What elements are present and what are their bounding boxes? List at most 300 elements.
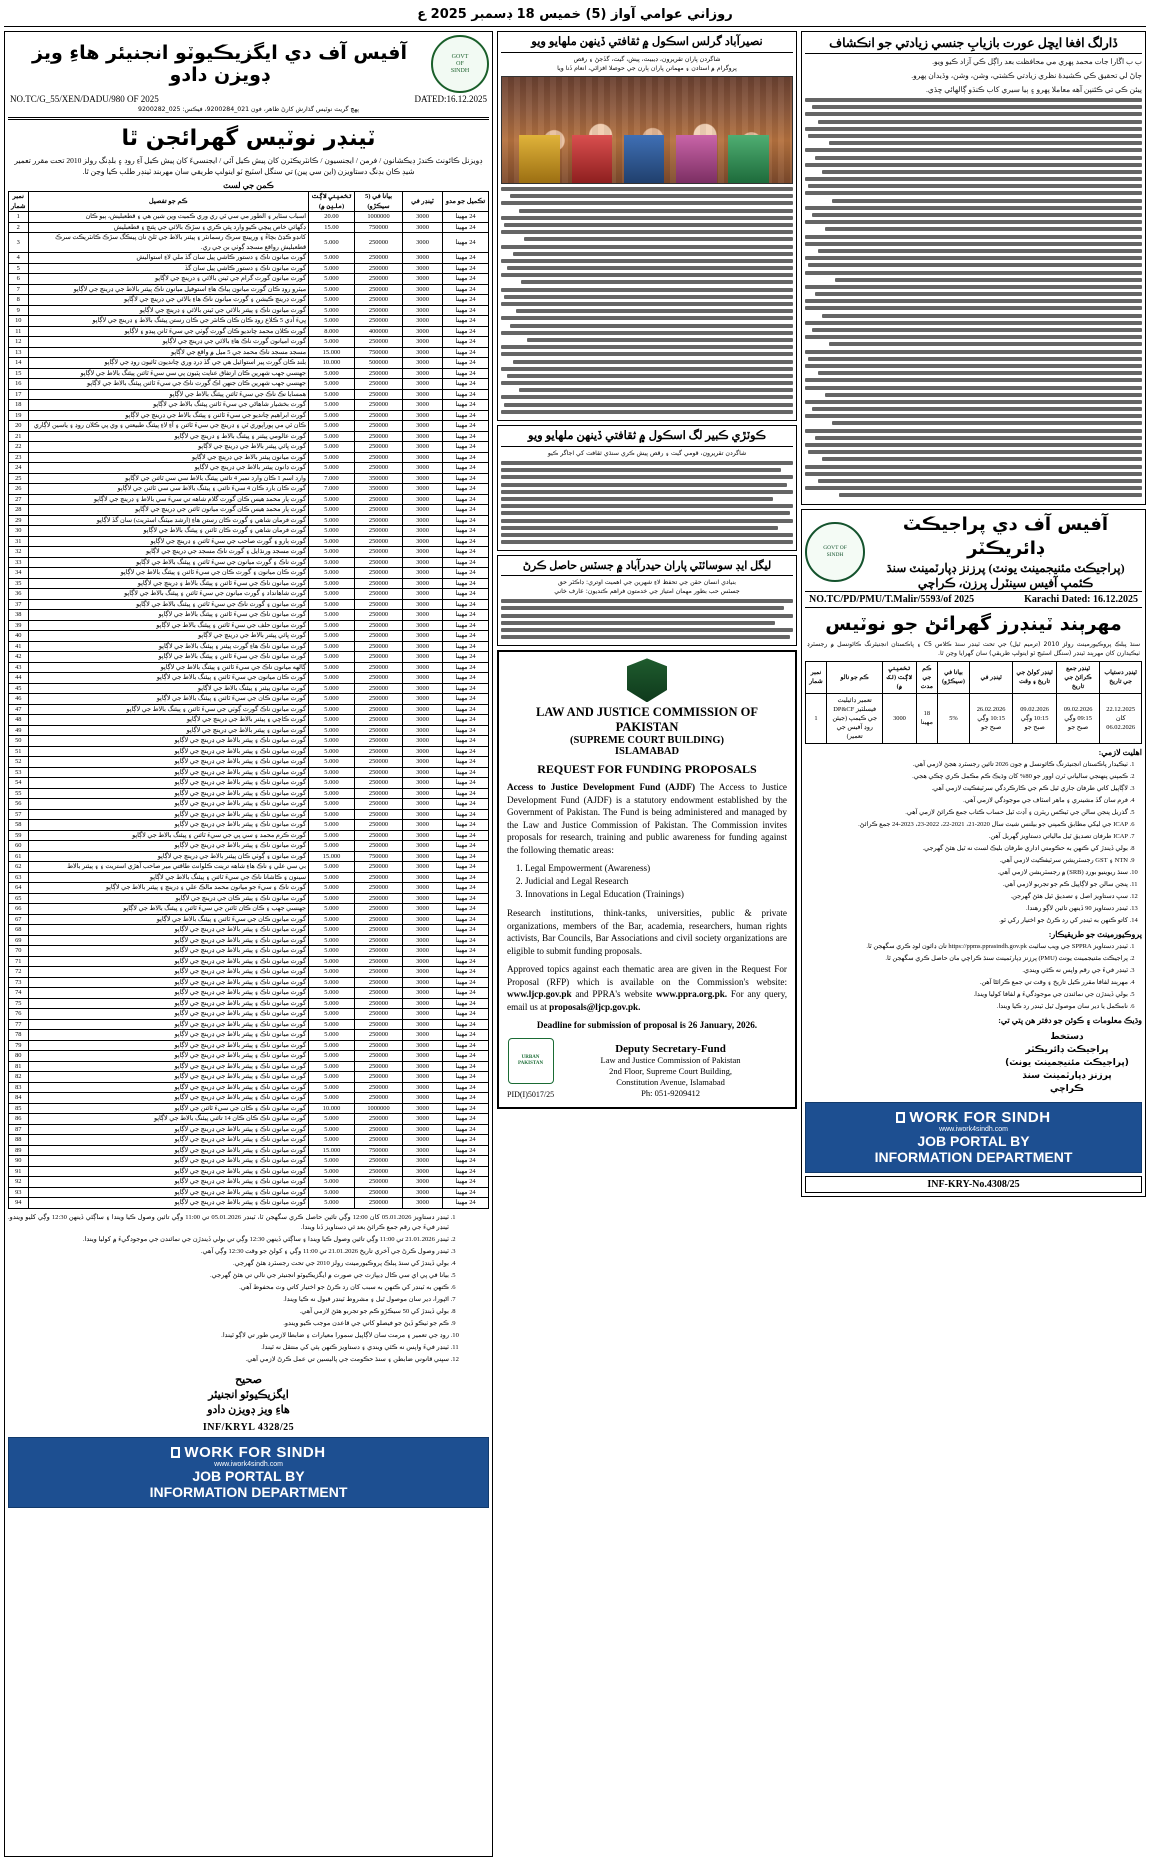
cell-cost: 5.000 xyxy=(309,662,355,673)
table-row xyxy=(9,1072,489,1083)
kotri-subline: شاگردن تقريرون، قومي گيت ۽ رقص پيش ڪري سنڌي ثقافت کي اجاگر ڪيو xyxy=(547,450,747,457)
cell-earnest: 250000 xyxy=(355,379,403,390)
tender-term-10: 10. روڊ جي تعمير ۽ مرمت سان لاڳاپيل سمورا معيارات ۽ ضابطا لازمي طور تي لاڳو ٿيندا. xyxy=(8,1331,449,1341)
cell-tender-fee: 3000 xyxy=(403,599,443,610)
cell-duration: 24 مهينا xyxy=(443,1114,489,1125)
cell-work: گورٽ ميانون ناڪ ۽ پيئنر بالاط جي ڊرينچ جي لاڳاپو xyxy=(28,925,308,936)
tender-contact: پهچ گريٽ نوٽيس گذارش كارڻ طاھر، فون 021_9200284، فيڪس: 025_9200282 xyxy=(138,106,359,113)
cell-sno: 37 xyxy=(9,599,29,610)
school-article-body xyxy=(501,187,793,414)
cell-cost: 5.000 xyxy=(309,977,355,988)
table-row xyxy=(9,967,489,978)
ad-school-cultural-day xyxy=(497,31,797,421)
cell-duration: 24 مهينا xyxy=(443,893,489,904)
cell-cost: 5.000 xyxy=(309,925,355,936)
cell-tender-fee: 3000 xyxy=(403,263,443,274)
pmu-intro: سنڌ پبلڪ پروڪيورمينٽ رولز 2010 (ترميم ٿيل) جي تحت ٽينڊر سنڌ ڪلاس C5 ۽ پاڪستان انجنيئرنگ ڪائونسل ۾ رجسٽرڊ ٺيڪيدارن کان مهرٻند ٽينڊر (سنگل اسٽيج ٽو اينولپ طريقي) سان گهرايا وڃن ٿا. xyxy=(807,640,1141,657)
cell-cost: 5.000 xyxy=(309,431,355,442)
cell-tender-fee: 3000 xyxy=(403,421,443,432)
work-for-sindh-banner-2[interactable] xyxy=(805,1102,1142,1173)
cell-duration: 24 مهينا xyxy=(443,1072,489,1083)
cell-tender-fee: 3000 xyxy=(403,935,443,946)
cell-sno: 40 xyxy=(9,631,29,642)
cell-tender-fee: 3000 xyxy=(403,988,443,999)
cell-work: گورٽ ميانون ناڪ ۽ پيئنر بالاط جي ڊرينچ جي لاڳاپو xyxy=(28,1198,308,1209)
ljcp-website-2[interactable]: www.ppra.org.pk. xyxy=(656,989,728,1000)
table-row xyxy=(9,536,489,547)
cell-tender-fee: 3000 xyxy=(403,526,443,537)
table-row xyxy=(9,473,489,484)
table-row xyxy=(9,578,489,589)
table-row xyxy=(9,547,489,558)
tender-term-4: 4. بولي ڏيندڙ کي سنڌ پبلڪ پروڪيورمينٽ رولز 2010 جي تحت رجسٽرڊ هئڻ گهرجي. xyxy=(8,1259,449,1269)
cell-cost: 5.000 xyxy=(309,935,355,946)
cell-sno: 58 xyxy=(9,820,29,831)
cell-earnest: 250000 xyxy=(355,988,403,999)
ljcp-signer: Deputy Secretary-Fund xyxy=(615,1042,726,1055)
cell-duration: 24 مهينا xyxy=(443,421,489,432)
cell-tender-fee: 3000 xyxy=(403,347,443,358)
sindh-govt-seal: GOVT OF SINDH xyxy=(805,522,865,582)
cell-earnest: 250000 xyxy=(355,452,403,463)
cell-work: گورٽ ميانون ناڪ ۽ پيئنر بالاط جي ڊرينچ جي لاڳاپو xyxy=(28,998,308,1009)
cell-sno: 66 xyxy=(9,904,29,915)
cell-cost: 10.000 xyxy=(309,358,355,369)
table-row xyxy=(9,599,489,610)
cell-tender-fee: 3000 xyxy=(403,1072,443,1083)
table-row xyxy=(9,1166,489,1177)
cell-sno: 19 xyxy=(9,410,29,421)
th-sno: نمبر شمار xyxy=(9,192,29,212)
table-row xyxy=(9,757,489,768)
cell-sno: 15 xyxy=(9,368,29,379)
cell-earnest: 250000 xyxy=(355,568,403,579)
table-row xyxy=(9,421,489,432)
cell-tender-fee: 3000 xyxy=(403,820,443,831)
cell-work: گورٽ ڪان ميانون جي سيءَ ٿائنن ۽ پيئنگ بالاط جي لاڳاپو xyxy=(28,673,308,684)
cell-work: گورٽ ڪرم محمد ۽ سي پي جي سيءَ ٿائنن ۽ پيئنگ بالاط جي لاڳاپو xyxy=(28,830,308,841)
cell-duration: 24 مهينا xyxy=(443,1135,489,1146)
cell-work: گورٽ ميانون ناڪ ۽ پيئنر بالاط جي ڊرينچ جي لاڳاپو xyxy=(28,1166,308,1177)
cell-duration: 24 مهينا xyxy=(443,652,489,663)
table-row xyxy=(9,893,489,904)
cell-earnest: 250000 xyxy=(355,1135,403,1146)
cell-earnest: 250000 xyxy=(355,1093,403,1104)
cell-work: گورٽ ڪان ميانون ۽ گورٽ ڪان جي سيءَ ٿائنن ۽ پيئنگ بالاط جي لاڳاپو xyxy=(28,568,308,579)
cell-duration: 24 مهينا xyxy=(443,1040,489,1051)
ljcp-email[interactable]: proposals@ljcp.gov.pk. xyxy=(549,1001,641,1012)
cell-work: گورٽ ميانون ناڪ ۽ پيئنر بالاط جي ڊرينچ جي لاڳاپو xyxy=(28,1061,308,1072)
cell-sno: 20 xyxy=(9,421,29,432)
legal-aid-headline: ليگل ايڊ سوسائٽي پاران حيدرآباد ۾ جسٽس حاصل ڪرڻ xyxy=(522,560,772,573)
article-para-1: ب ب اڱارا جات محمد پهري مي محافظت بعد راڳل ڪي آزاد ڪيو ويو. xyxy=(932,57,1142,66)
table-row xyxy=(9,820,489,831)
cell-sno: 13 xyxy=(9,347,29,358)
cell-work: گورٽ ميانون ناڪ ۽ پيئنر بالاط جي ڊرينچ جي لاڳاپو xyxy=(28,1187,308,1198)
cell-earnest: 400000 xyxy=(355,326,403,337)
cell-work: گورٽ ميانون ناڪ ۽ پيئنر بالاط جي ڊرينچ جي لاڳاپو xyxy=(28,935,308,946)
cell-cost: 5.000 xyxy=(309,1072,355,1083)
cell-cost: 15.000 xyxy=(309,851,355,862)
ljcp-signer-sub-1: Law and Justice Commission of Pakistan xyxy=(600,1054,741,1065)
cell-sno: 7 xyxy=(9,284,29,295)
ljcp-request-title: REQUEST FOR FUNDING PROPOSALS xyxy=(537,762,757,777)
cell-earnest: 250000 xyxy=(355,799,403,810)
table-row xyxy=(9,746,489,757)
cell-earnest: 250000 xyxy=(355,233,403,253)
cell-cost: 5.000 xyxy=(309,893,355,904)
tender-sign-2: ايگزيڪيوٽو انجنيئر xyxy=(208,1388,289,1401)
cell-earnest: 250000 xyxy=(355,620,403,631)
table-row xyxy=(9,799,489,810)
cell-sno: 67 xyxy=(9,914,29,925)
cell-cost: 5.000 xyxy=(309,1177,355,1188)
school-headline: نصيرآباد گرلس اسڪول ۾ ثقافتي ڏينهن ملهايو ويو xyxy=(531,36,763,48)
cell-tender-fee: 3000 xyxy=(403,883,443,894)
cell-cost: 5.000 xyxy=(309,284,355,295)
cell-tender-fee: 3000 xyxy=(403,725,443,736)
pmu-proc-6: 6. نامڪمل يا دير سان موصول ٿيل ٽينڊر رد ڪيا ويندا. xyxy=(805,1002,1128,1012)
cell-duration: 24 مهينا xyxy=(443,442,489,453)
tender-term-6: 6. ڪنهن به ٽينڊر کي ڪنهن به سبب کان رد ڪرڻ جو اختيار کاتي وٽ محفوظ آهي. xyxy=(8,1283,449,1293)
cell-work: گورٽ ميانون پيئنر بالاط جي ڊرينچ جي لاڳاپو xyxy=(28,452,308,463)
wfs1-url[interactable]: www.iwork4sindh.com xyxy=(214,1460,283,1468)
cell-sno: 2 xyxy=(9,222,29,233)
cell-sno: 28 xyxy=(9,505,29,516)
cell-tender-fee: 3000 xyxy=(403,1040,443,1051)
table-row xyxy=(9,1051,489,1062)
cell-cost: 5.000 xyxy=(309,263,355,274)
cell-earnest: 250000 xyxy=(355,410,403,421)
pmu-th-1: ٽينڊر جمع ڪرائڻ جي تاريخ xyxy=(1056,661,1099,693)
pmu-th-5: ڪم جي مدت xyxy=(916,661,937,693)
cell-duration: 24 مهينا xyxy=(443,557,489,568)
pmu-cell-fee: 26.02.2026 10:15 وڳي صبح جو xyxy=(969,693,1012,743)
pmu-elig-14: 14. کاتو ڪنهن به ٽينڊر کي رد ڪرڻ جو اختيار رکي ٿو. xyxy=(805,916,1128,926)
cell-earnest: 250000 xyxy=(355,925,403,936)
wfs2-url[interactable]: www.iwork4sindh.com xyxy=(939,1125,1008,1133)
cell-work: سينون ۽ ڪاشانا ناڪ جي سيءَ ٿائنن ۽ پيئنگ بالاط جي لاڳاپو xyxy=(28,872,308,883)
cell-duration: 24 مهينا xyxy=(443,515,489,526)
cell-earnest: 250000 xyxy=(355,1082,403,1093)
cell-work: گورٽ فرمان شاهي ۽ گورٽ ڪان رستن ھاءِ (ارشد ميٽنگ اسٽريٽ) سان گڏ لاڳاپو xyxy=(28,515,308,526)
cell-cost: 5.000 xyxy=(309,536,355,547)
cell-cost: 5.000 xyxy=(309,673,355,684)
table-row xyxy=(9,830,489,841)
pmu-th-8: نمبر شمار xyxy=(806,661,827,693)
cell-sno: 21 xyxy=(9,431,29,442)
table-row xyxy=(9,1030,489,1041)
tender-term-9: 9. ڪم جو ٺيڪو ڏيڻ جو فيصلو کاتي جي قاعدن موجب ڪيو ويندو. xyxy=(8,1319,449,1329)
cell-tender-fee: 3000 xyxy=(403,494,443,505)
table-row xyxy=(9,809,489,820)
pakistan-emblem-icon xyxy=(627,658,667,702)
pmu-table-header-row xyxy=(806,661,1142,693)
photo-figure-5 xyxy=(728,135,769,183)
legal-aid-text-texture xyxy=(501,599,793,639)
column-middle xyxy=(497,31,797,1857)
cell-earnest: 250000 xyxy=(355,767,403,778)
cell-earnest: 250000 xyxy=(355,872,403,883)
pmu-eligibility-head: اهليت لازمي: xyxy=(1098,747,1142,757)
cell-earnest: 250000 xyxy=(355,778,403,789)
cell-tender-fee: 3000 xyxy=(403,547,443,558)
tender-note: ڊويزنل ڪائونٽ ڪندڙ ڊيڪشانون / فرمن / ايجنسيون / ڪانٽريڪٽرن کان پيش ڪيل آئي / ايجنسيءَ کان پيش ڪيل آءِ روڊ ۽ بلڊنگ رولز 2010 تحت مقرر تعمير شيڊ ڪان بڊنگ دستاويزن (اين سي پين) تي سنگل اسٽيج ٽو اينولپ طريقي سان مهربند ٽينڊر طلب ڪيا وڃن ٿا. xyxy=(14,156,483,176)
cell-duration: 24 مهينا xyxy=(443,379,489,390)
tender-header xyxy=(8,35,489,93)
cell-work: گورٽ ميانون ڪان جي سيءَ ٿائنن ۽ پيئنگ بالاط جي لاڳاپو xyxy=(28,694,308,705)
cell-tender-fee: 3000 xyxy=(403,1093,443,1104)
cell-cost: 5.000 xyxy=(309,253,355,264)
ljcp-website-1[interactable]: www.ljcp.gov.pk xyxy=(507,989,572,1000)
cell-duration: 24 مهينا xyxy=(443,799,489,810)
cell-duration: 24 مهينا xyxy=(443,410,489,421)
cell-sno: 11 xyxy=(9,326,29,337)
cell-cost: 5.000 xyxy=(309,547,355,558)
table-row xyxy=(9,998,489,1009)
cell-sno: 36 xyxy=(9,589,29,600)
cell-duration: 24 مهينا xyxy=(443,883,489,894)
cell-cost: 5.000 xyxy=(309,410,355,421)
table-row xyxy=(9,935,489,946)
cell-earnest: 250000 xyxy=(355,1072,403,1083)
cell-cost: 5.000 xyxy=(309,841,355,852)
photo-figure-4 xyxy=(676,135,717,183)
cell-earnest: 750000 xyxy=(355,851,403,862)
cell-tender-fee: 3000 xyxy=(403,442,443,453)
table-row xyxy=(9,358,489,369)
cell-tender-fee: 3000 xyxy=(403,463,443,474)
cell-earnest: 250000 xyxy=(355,1177,403,1188)
cell-cost: 5.000 xyxy=(309,1030,355,1041)
cell-cost: 5.000 xyxy=(309,652,355,663)
cell-cost: 5.000 xyxy=(309,578,355,589)
table-row xyxy=(9,452,489,463)
cell-work: گورٽ ميانون ناڪ ۽ ڪان جي سيءَ ٿائنن جي لاڳاپو xyxy=(28,1103,308,1114)
tender-office-title: آفيس آف دي ايگزيڪيوٽو انجنيئر ھاءِ ويز ڊويزن دادو xyxy=(32,42,407,86)
tender-inf-number: INF/KRYL 4328/25 xyxy=(202,1421,295,1433)
cell-earnest: 250000 xyxy=(355,757,403,768)
cell-earnest: 250000 xyxy=(355,1187,403,1198)
cell-duration: 24 مهينا xyxy=(443,788,489,799)
cell-sno: 8 xyxy=(9,295,29,306)
cell-tender-fee: 3000 xyxy=(403,337,443,348)
cell-earnest: 250000 xyxy=(355,841,403,852)
cell-sno: 62 xyxy=(9,862,29,873)
cell-duration: 24 مهينا xyxy=(443,233,489,253)
cell-tender-fee: 3000 xyxy=(403,295,443,306)
school-subline-2: پروگرام ۾ استادن ۽ مهمانن پاران ٻارن جي حوصلا افزائي، انعام ڏنا ويا xyxy=(557,65,737,72)
cell-earnest: 250000 xyxy=(355,1061,403,1072)
cell-cost: 5.000 xyxy=(309,505,355,516)
cell-tender-fee: 3000 xyxy=(403,841,443,852)
cell-tender-fee: 3000 xyxy=(403,1156,443,1167)
table-row xyxy=(9,725,489,736)
cell-tender-fee: 3000 xyxy=(403,967,443,978)
cell-tender-fee: 3000 xyxy=(403,893,443,904)
cell-earnest: 250000 xyxy=(355,1124,403,1135)
cell-cost: 5.000 xyxy=(309,274,355,285)
cell-duration: 24 مهينا xyxy=(443,1093,489,1104)
tender-sign-3: هاءِ ويز ڊويزن دادو xyxy=(207,1403,290,1416)
ljcp-signer-sub-4: Ph: 051-9209412 xyxy=(641,1087,700,1098)
cell-tender-fee: 3000 xyxy=(403,233,443,253)
cell-duration: 24 مهينا xyxy=(443,1051,489,1062)
table-row xyxy=(9,233,489,253)
article-body xyxy=(805,56,1142,497)
cell-work: گورٽ ميانون ناڪ ۽ پيئنر بالاط جي ڊرينچ جي لاڳاپو xyxy=(28,799,308,810)
cell-cost: 5.000 xyxy=(309,694,355,705)
cell-earnest: 250000 xyxy=(355,1114,403,1125)
pmu-elig-11: 11. پنجن سالن جو لاڳاپيل ڪم جو تجربو لازمي آهي. xyxy=(805,880,1128,890)
cell-cost: 5.000 xyxy=(309,463,355,474)
cell-sno: 77 xyxy=(9,1019,29,1030)
tender-table-header-row xyxy=(9,192,489,212)
tender-table-body xyxy=(9,212,489,1209)
cell-duration: 24 مهينا xyxy=(443,463,489,474)
table-row xyxy=(9,862,489,873)
ljcp-signature-block xyxy=(554,1043,787,1099)
cell-earnest: 250000 xyxy=(355,610,403,621)
pmu-sign-5: ڪراچي xyxy=(1050,1083,1084,1094)
table-row xyxy=(9,274,489,285)
cell-cost: 5.000 xyxy=(309,1114,355,1125)
cell-duration: 24 مهينا xyxy=(443,452,489,463)
cell-duration: 24 مهينا xyxy=(443,683,489,694)
wfs1-title-text: WORK FOR SINDH xyxy=(184,1443,326,1461)
cell-tender-fee: 3000 xyxy=(403,505,443,516)
cell-duration: 24 مهينا xyxy=(443,778,489,789)
cell-earnest: 250000 xyxy=(355,263,403,274)
cell-work: گورٽ ڊانون پيئنر بالاط جي ڊرينچ جي لاڳاپو xyxy=(28,463,308,474)
cell-sno: 75 xyxy=(9,998,29,1009)
cell-cost: 5.000 xyxy=(309,767,355,778)
cell-sno: 33 xyxy=(9,557,29,568)
cell-cost: 15.00 xyxy=(309,222,355,233)
cell-tender-fee: 3000 xyxy=(403,379,443,390)
kotri-headline: ڪوٽڙي ڪبير لگ اسڪول ۾ ثقافتي ڏينهن ملهايو ويو xyxy=(528,430,766,442)
table-row xyxy=(9,222,489,233)
ljcp-signer-sub-3: Constitution Avenue, Islamabad xyxy=(616,1076,725,1087)
cell-cost: 5.000 xyxy=(309,872,355,883)
cell-work: اسباب سٿاير ۽ الطور مي سي ٿي ري وري ڪميٽ وين شين ھي ۽ قطعبليش، ٻيو ڪان xyxy=(28,212,308,223)
pmu-heading: مهرٻند ٽينڊرز گهرائڻ جو نوٽيس xyxy=(825,612,1122,635)
cell-duration: 24 مهينا xyxy=(443,851,489,862)
cell-duration: 24 مهينا xyxy=(443,368,489,379)
cell-work: گورٽ ميانون ناڪ ۽ پيئنر ڪان جي ڊرينچ جي لاڳاپو xyxy=(28,893,308,904)
cell-cost: 5.000 xyxy=(309,1187,355,1198)
cell-earnest: 250000 xyxy=(355,809,403,820)
table-row xyxy=(9,1145,489,1156)
cell-earnest: 250000 xyxy=(355,515,403,526)
table-row xyxy=(9,568,489,579)
cell-cost: 5.000 xyxy=(309,683,355,694)
cell-tender-fee: 3000 xyxy=(403,851,443,862)
cell-cost: 5.000 xyxy=(309,1051,355,1062)
work-for-sindh-banner-1[interactable] xyxy=(8,1437,489,1508)
cell-sno: 55 xyxy=(9,788,29,799)
cell-duration: 24 مهينا xyxy=(443,641,489,652)
cell-sno: 68 xyxy=(9,925,29,936)
table-row xyxy=(9,526,489,537)
pmu-th-2: ٽينڊر کولڻ جي تاريخ ۽ وقت xyxy=(1013,661,1056,693)
cell-sno: 39 xyxy=(9,620,29,631)
pmu-procurement-list xyxy=(805,942,1128,1012)
cell-cost: 5.000 xyxy=(309,589,355,600)
cell-tender-fee: 3000 xyxy=(403,830,443,841)
pmu-cell-submit: 09.02.2026 09:15 وڳي صبح جو xyxy=(1056,693,1099,743)
ljcp-fund-name: Access to Justice Development Fund (AJDF) xyxy=(507,782,696,793)
cell-earnest: 250000 xyxy=(355,505,403,516)
cell-cost: 5.000 xyxy=(309,368,355,379)
cell-sno: 9 xyxy=(9,305,29,316)
cell-cost: 5.000 xyxy=(309,1156,355,1167)
table-row xyxy=(9,1135,489,1146)
table-row xyxy=(9,337,489,348)
cell-work: گورٽ ميانون ناڪ ۽ پيئنر بالاط جي ڊرينچ جي لاڳاپو xyxy=(28,1051,308,1062)
table-row xyxy=(9,767,489,778)
tender-term-5: 5. بيانا في پي اي سي ڪال ڊيپازٽ جي صورت ۾ ايگزيڪيوٽو انجنيئر جي نالي تي هئڻ گهرجي. xyxy=(8,1271,449,1281)
cell-earnest: 250000 xyxy=(355,284,403,295)
cell-work: گورٽ ميانون گورٽ گرام جي ٿينن بالائي ۽ درينچ جي لاڳاپو xyxy=(28,274,308,285)
cell-cost: 5.000 xyxy=(309,778,355,789)
ljcp-deadline: Deadline for submission of proposal is 26 January, 2026. xyxy=(536,1020,758,1031)
cell-tender-fee: 3000 xyxy=(403,284,443,295)
table-row xyxy=(9,1103,489,1114)
pmu-elig-6: 6. ICAP جي ليکي مطابق ڪمپني جو بيلنس شيٽ سال 2020-21، 2021-22، 2022-23، 2023-24 جمع ڪرائڻ. xyxy=(805,820,1128,830)
cell-work: گورٽ ميانون ناڪ ۽ پيئنر بالائي جي ٿينن بالائي ۽ ڊرينچ جي لاڳاپو xyxy=(28,305,308,316)
cell-sno: 72 xyxy=(9,967,29,978)
cell-cost: 5.000 xyxy=(309,883,355,894)
cell-tender-fee: 3000 xyxy=(403,274,443,285)
cell-sno: 70 xyxy=(9,946,29,957)
cell-sno: 24 xyxy=(9,463,29,474)
cell-duration: 24 مهينا xyxy=(443,212,489,223)
cell-work: گورٽ شاهانداد ۽ گورٽ ميانون جي سيءَ ٿائنن ۽ پيئنگ بالاط جي لاڳاپو xyxy=(28,589,308,600)
cell-work: گورٽ ڪاڇي ۽ پيئنر بالاط جي ڊرينچ جي لاڳاپو xyxy=(28,715,308,726)
cell-earnest: 250000 xyxy=(355,536,403,547)
cell-duration: 24 مهينا xyxy=(443,1124,489,1135)
cell-tender-fee: 3000 xyxy=(403,212,443,223)
cell-work: گورٽ ميانون ناڪ ۽ پيئنر بالاط جي ڊرينچ جي لاڳاپو xyxy=(28,1072,308,1083)
legal-aid-line-2: بنيادي انسان حقن جي تحفظ لاءِ شهرين جي اهميت اوتري: ڊاڪٽر حق xyxy=(557,579,737,587)
cell-sno: 29 xyxy=(9,515,29,526)
cell-cost: 5.000 xyxy=(309,400,355,411)
cell-tender-fee: 3000 xyxy=(403,977,443,988)
cell-work: گورٽ ڀائي پيئنر بالاط جي ڊرينچ جي لاڳاپو xyxy=(28,442,308,453)
cell-tender-fee: 3000 xyxy=(403,452,443,463)
cell-cost: 7.000 xyxy=(309,473,355,484)
table-row xyxy=(9,1009,489,1020)
cell-earnest: 250000 xyxy=(355,914,403,925)
cell-duration: 24 مهينا xyxy=(443,599,489,610)
cell-sno: 83 xyxy=(9,1082,29,1093)
cell-tender-fee: 3000 xyxy=(403,253,443,264)
cell-work: گورٽ ميانون ۽ ڳوٺي ڪان پيئنر بالاط جي ڊرينچ جي لاڳاپو xyxy=(28,851,308,862)
kotri-text-texture xyxy=(501,461,793,544)
cell-cost: 5.000 xyxy=(309,337,355,348)
cell-duration: 24 مهينا xyxy=(443,809,489,820)
ljcp-theme-1: 1. Legal Empowerment (Awareness) xyxy=(525,862,787,875)
ljcp-para-2: Research institutions, think-tanks, universities, public & private organizations, members of the Bar, academia, researchers, human rights activists, Bar Councils, Bar Associations and civil society organizations are eligible to submit funding proposals. xyxy=(507,908,787,956)
cell-earnest: 250000 xyxy=(355,578,403,589)
pmu-title-1: آفيس آف دي پراجيڪٽ ڊائريڪٽر xyxy=(902,513,1109,559)
cell-sno: 79 xyxy=(9,1040,29,1051)
cell-sno: 23 xyxy=(9,452,29,463)
cell-duration: 24 مهينا xyxy=(443,1019,489,1030)
article-para-2: ڄاڻ لي تحقيق ڪي ڪشيدهٔ نظري زيادتي ڪشتي، وشن، وشن، وڏيدان پهرو. xyxy=(911,71,1142,80)
ad-kotri-school xyxy=(497,425,797,551)
